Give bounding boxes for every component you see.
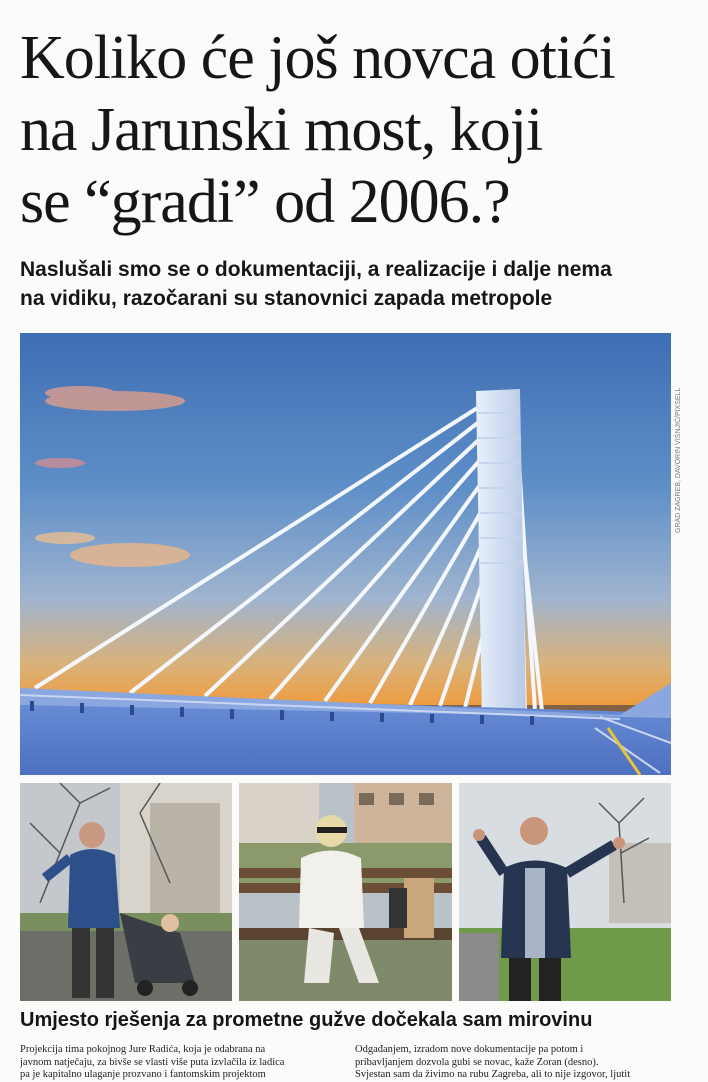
body-line: pa je kapitalno ulaganje prozvano i fantomskim projektom xyxy=(20,1069,266,1080)
body-line: Projekcija tima pokojnog Jure Radića, koja je odabrana na xyxy=(20,1044,266,1055)
bridge-visualization-photo xyxy=(20,333,671,775)
photo-caption: Umjesto rješenja za prometne gužve dočekala sam mirovinu xyxy=(20,1009,593,1031)
headline-line: se “gradi” od 2006.? xyxy=(20,168,510,236)
standfirst-line: na vidiku, razočarani su stanovnici zapada metropole xyxy=(20,287,553,310)
body-column-right xyxy=(355,1044,673,1082)
photo-credit: GRAD ZAGREB, DAVORIN VIŠNJIĆ/PIXSELL xyxy=(675,387,682,533)
standfirst-line: Naslušali smo se o dokumentaciji, a realizacije i dalje nema xyxy=(20,258,612,281)
body-line: pribavljanjem dozvola gubi se novac, kaže Zoran (desno). xyxy=(355,1056,599,1068)
headline-line: Koliko će još novca otići xyxy=(20,24,615,92)
body-line: javnom natječaju, za bivše se vlasti više puta izvlačila iz ladica xyxy=(20,1056,285,1068)
headline-line: na Jarunski most, koji xyxy=(20,96,543,164)
body-line: Svjestan sam da živimo na rubu Zagreba, ali to nije izgovor, ljutit xyxy=(355,1069,631,1080)
resident-photo-woman-on-bench xyxy=(239,783,452,1001)
body-column-left xyxy=(20,1044,338,1082)
resident-photo-man-gesturing xyxy=(459,783,671,1001)
headline xyxy=(20,22,708,238)
standfirst xyxy=(20,255,690,313)
resident-photo-man-with-stroller xyxy=(20,783,232,1001)
bridge-pylon xyxy=(476,389,526,718)
body-line: Odgađanjem, izradom nove dokumentacije pa potom i xyxy=(355,1044,584,1055)
